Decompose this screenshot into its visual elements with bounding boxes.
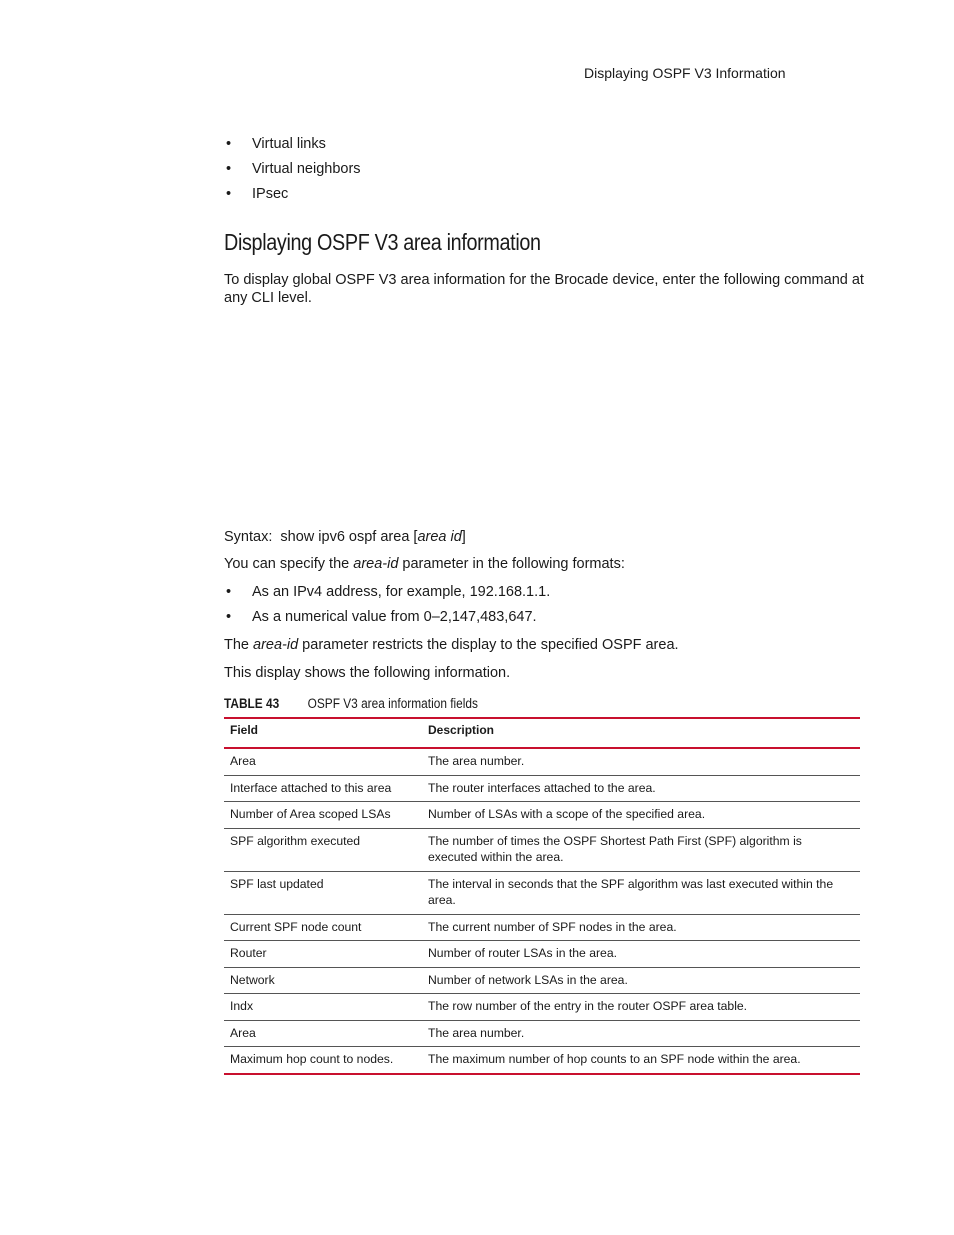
description-cell: The router interfaces attached to the area. (422, 775, 860, 802)
column-header-description: Description (422, 718, 860, 748)
field-cell: SPF last updated (224, 871, 422, 914)
list-item: • Virtual neighbors (226, 161, 361, 177)
field-cell: Number of Area scoped LSAs (224, 802, 422, 829)
syntax-param: area id (417, 529, 462, 545)
section-title: Displaying OSPF V3 area information (224, 229, 541, 255)
description-cell: The current number of SPF nodes in the area. (422, 914, 860, 941)
list-item: • Virtual links (226, 136, 326, 152)
field-cell: Interface attached to this area (224, 775, 422, 802)
field-cell: Router (224, 941, 422, 968)
table-header-row (224, 718, 860, 748)
intro-paragraph: To display global OSPF V3 area information for the Brocade device, enter the following command at any CLI level. (224, 272, 864, 306)
table-row (224, 1047, 860, 1074)
bullet-icon: • (226, 161, 232, 177)
table-caption (224, 696, 478, 711)
description-cell: The area number. (422, 1020, 860, 1047)
bullet-icon: • (226, 609, 232, 625)
description-cell: Number of router LSAs in the area. (422, 941, 860, 968)
syntax-command: show ipv6 ospf area (280, 529, 410, 545)
syntax-label: Syntax: (224, 529, 273, 545)
table-title: OSPF V3 area information fields (307, 696, 478, 711)
column-header-field: Field (224, 718, 422, 748)
syntax-line: Syntax: show ipv6 ospf area [area id] (224, 529, 466, 545)
description-cell: Number of LSAs with a scope of the specified area. (422, 802, 860, 829)
table-row (224, 802, 860, 829)
restrict-paragraph: The area-id parameter restricts the display to the specified OSPF area. (224, 637, 679, 653)
bullet-icon: • (226, 584, 232, 600)
field-cell: Area (224, 1020, 422, 1047)
fields-table (224, 717, 860, 1075)
table-row (224, 748, 860, 775)
table-number: TABLE 43 (224, 696, 280, 711)
list-item: • As an IPv4 address, for example, 192.168.1.1. (226, 584, 551, 600)
description-cell: Number of network LSAs in the area. (422, 967, 860, 994)
table-row (224, 828, 860, 871)
table-row (224, 967, 860, 994)
list-item: • IPsec (226, 186, 289, 202)
table-row (224, 871, 860, 914)
param-name: area-id (253, 637, 299, 653)
formats-intro: You can specify the area-id parameter in the following formats: (224, 556, 625, 572)
bullet-icon: • (226, 186, 232, 202)
description-cell: The row number of the entry in the router OSPF area table. (422, 994, 860, 1021)
description-cell: The interval in seconds that the SPF algorithm was last executed within the area. (422, 871, 860, 914)
field-cell: Network (224, 967, 422, 994)
description-cell: The number of times the OSPF Shortest Path First (SPF) algorithm is executed within the area. (422, 828, 860, 871)
table-row (224, 914, 860, 941)
field-cell: Indx (224, 994, 422, 1021)
format-bullet-list (224, 583, 550, 633)
field-cell: Area (224, 748, 422, 775)
field-cell: SPF algorithm executed (224, 828, 422, 871)
table-row (224, 994, 860, 1021)
description-cell: The area number. (422, 748, 860, 775)
feature-bullet-list (224, 135, 361, 210)
shows-paragraph: This display shows the following information. (224, 665, 511, 681)
running-header: Displaying OSPF V3 Information (584, 65, 786, 81)
table-row (224, 775, 860, 802)
field-cell: Maximum hop count to nodes. (224, 1047, 422, 1074)
description-cell: The maximum number of hop counts to an SPF node within the area. (422, 1047, 860, 1074)
field-cell: Current SPF node count (224, 914, 422, 941)
bullet-icon: • (226, 136, 232, 152)
param-name: area-id (353, 556, 399, 572)
table-row (224, 941, 860, 968)
table-row (224, 1020, 860, 1047)
list-item: • As a numerical value from 0–2,147,483,647. (226, 609, 537, 625)
